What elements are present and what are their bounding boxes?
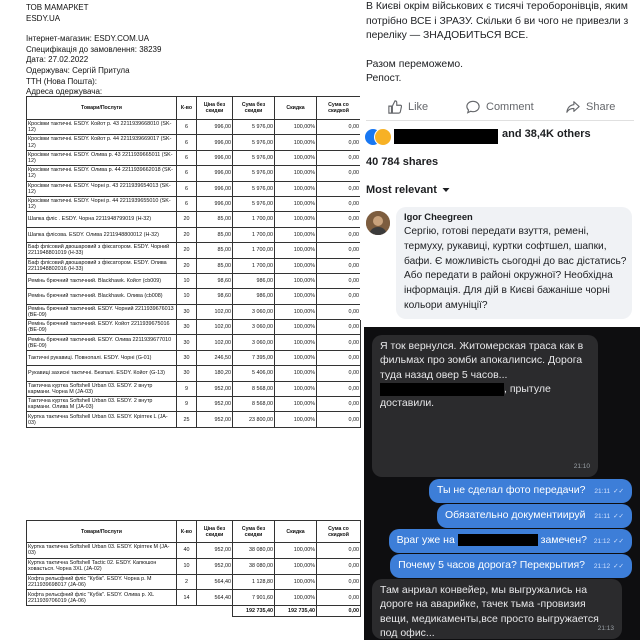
table-cell: 5 976,00 <box>233 150 275 165</box>
order-specification-document <box>0 0 360 492</box>
post-text-3: Репост. <box>366 73 402 85</box>
column-header: Сума без скидки <box>233 521 275 543</box>
table-cell: 986,00 <box>233 273 275 288</box>
table-cell: 100,00% <box>275 335 317 350</box>
table-cell: 996,00 <box>197 181 233 196</box>
like-label: Like <box>408 101 429 113</box>
column-header: К-во <box>177 521 197 543</box>
table-cell: 85,00 <box>197 258 233 273</box>
outgoing-1-time: 21:11 <box>594 488 611 495</box>
table-cell: 30 <box>177 335 197 350</box>
shares-count[interactable]: 40 784 shares <box>366 156 439 168</box>
table-cell: 6 <box>177 135 197 150</box>
column-header: К-во <box>177 97 197 120</box>
table-cell: 10 <box>177 558 197 574</box>
share-arrow-icon <box>566 100 580 114</box>
comment-sort-dropdown[interactable] <box>366 184 451 196</box>
total-with-discount: 0,00 <box>317 606 361 617</box>
table-cell: 952,00 <box>197 543 233 559</box>
table-cell: 564,40 <box>197 574 233 590</box>
outgoing-message-3 <box>389 529 632 553</box>
table-cell: Куртка тактична Softshell Tactic 02. ESDY. Капюшон ховається. Чорна 3XL (JA-02) <box>27 558 177 574</box>
table-cell: 30 <box>177 350 197 365</box>
table-row <box>27 181 361 196</box>
outgoing-2-time: 21:11 <box>594 513 611 520</box>
share-button[interactable] <box>566 100 615 114</box>
table-cell: 1 700,00 <box>233 212 275 227</box>
table-cell: 952,00 <box>197 397 233 412</box>
table-cell: 25 <box>177 412 197 427</box>
table-cell: 6 <box>177 150 197 165</box>
table-cell: 6 <box>177 120 197 135</box>
like-button[interactable] <box>388 100 428 114</box>
table-cell: 246,50 <box>197 350 233 365</box>
address-line: Адреса одержувача: <box>26 87 103 97</box>
table-cell: 3 060,00 <box>233 304 275 319</box>
table-cell: 30 <box>177 304 197 319</box>
reaction-summary[interactable] <box>364 126 640 146</box>
table-row <box>27 412 361 427</box>
outgoing-message-3-text-a: Враг уже на <box>396 534 455 546</box>
table-cell: Кофта рельєфний фліс "Кубік". ESDY. Олива р. XL 2211939706019 (JA-06) <box>27 590 177 606</box>
table-cell: 23 800,00 <box>233 412 275 427</box>
table-cell: 100,00% <box>275 366 317 381</box>
table-cell: 100,00% <box>275 196 317 211</box>
post-text-2: Разом переможемо. <box>366 58 464 70</box>
table-cell: 0,00 <box>317 381 361 396</box>
table-cell: 996,00 <box>197 135 233 150</box>
table-cell: 3 060,00 <box>233 335 275 350</box>
column-header: Товари/Послуги <box>27 521 177 543</box>
table-cell: 0,00 <box>317 320 361 335</box>
table-cell: 102,00 <box>197 304 233 319</box>
document-header <box>26 3 356 98</box>
chat-screenshot <box>364 327 640 640</box>
comment-label: Comment <box>486 101 534 113</box>
table-cell: 0,00 <box>317 166 361 181</box>
table-cell: 8 568,00 <box>233 381 275 396</box>
items-table-continued <box>26 520 361 617</box>
table-cell: Тактичні рукавиці. Повнопалі. ESDY. Чорні (G-01) <box>27 350 177 365</box>
table-cell: 0,00 <box>317 574 361 590</box>
column-header: Сума без скидки <box>233 97 275 120</box>
table-cell: 0,00 <box>317 120 361 135</box>
table-cell: 100,00% <box>275 120 317 135</box>
actions-divider <box>366 120 634 121</box>
table-cell: 996,00 <box>197 120 233 135</box>
table-cell: 100,00% <box>275 227 317 242</box>
read-check-icon: ✓✓ <box>613 513 624 520</box>
table-cell: 0,00 <box>317 590 361 606</box>
table-cell: 996,00 <box>197 150 233 165</box>
table-cell: Тактична куртка Softshell Urban 03. ESDY. 2 внутр кармани. Олива M (JA-03) <box>27 397 177 412</box>
thumbs-up-icon <box>388 100 402 114</box>
table-cell: 102,00 <box>197 335 233 350</box>
table-cell: 98,60 <box>197 273 233 288</box>
redacted-names <box>394 129 498 144</box>
commenter-avatar[interactable] <box>366 211 390 235</box>
table-cell: 20 <box>177 212 197 227</box>
incoming-message-1-text: Я ток вернулся. Житомерская траса как в фильмах про зомби апокалипсис. Дорога туда назад овер 5 часов... <box>380 340 584 381</box>
read-check-icon: ✓✓ <box>613 563 624 570</box>
table-row <box>27 320 361 335</box>
post-actions <box>360 96 640 120</box>
outgoing-message-1 <box>429 479 632 503</box>
table-row <box>27 135 361 150</box>
table-row <box>27 227 361 242</box>
table-row <box>27 590 361 606</box>
table-cell: 100,00% <box>275 574 317 590</box>
table-cell: 102,00 <box>197 320 233 335</box>
table-cell: 38 080,00 <box>233 558 275 574</box>
table-cell: Ремінь брючний тактичний. ESDY. Олива 2211939677010 (BE-09) <box>27 335 177 350</box>
table-cell: 952,00 <box>197 381 233 396</box>
date-line: Дата: 27.02.2022 <box>26 55 89 65</box>
table-cell: Ремінь брючний тактичний. ESDY. Койот 2211939675016 (BE-09) <box>27 320 177 335</box>
table-row <box>27 196 361 211</box>
table-cell: 85,00 <box>197 212 233 227</box>
table-cell: 20 <box>177 258 197 273</box>
read-check-icon: ✓✓ <box>613 538 624 545</box>
table-row <box>27 366 361 381</box>
ttn-line: ТТН (Нова Пошта): <box>26 76 98 86</box>
reactions-count: and 38,4K others <box>502 128 591 140</box>
table-cell: 10 <box>177 289 197 304</box>
table-cell: 5 976,00 <box>233 196 275 211</box>
table-cell: 0,00 <box>317 350 361 365</box>
table-cell: 100,00% <box>275 181 317 196</box>
incoming-message-2 <box>372 579 622 639</box>
company-site: ESDY.UA <box>26 13 61 23</box>
table-cell: Кросівки тактичні. ESDY. Чорні р. 44 2211939655010 (SK-12) <box>27 196 177 211</box>
outgoing-message-1-text: Ты не сделал фото передачи? <box>437 484 586 496</box>
table-cell: Кросівки тактичні. ESDY. Койот р. 43 2211939668010 (SK-12) <box>27 120 177 135</box>
table-row <box>27 273 361 288</box>
table-cell: 5 976,00 <box>233 181 275 196</box>
comment-author[interactable]: Igor Cheegreen <box>404 211 473 222</box>
table-row <box>27 166 361 181</box>
table-cell: 100,00% <box>275 350 317 365</box>
message-1-time: 21:10 <box>573 462 590 470</box>
table-cell: 100,00% <box>275 135 317 150</box>
table-cell: 6 <box>177 166 197 181</box>
table-cell: 100,00% <box>275 320 317 335</box>
table-row <box>27 120 361 135</box>
message-2-time: 21:13 <box>597 624 614 632</box>
chevron-down-icon <box>441 185 451 195</box>
outgoing-message-3-text-b: замечен? <box>540 534 587 546</box>
table-cell: 98,60 <box>197 289 233 304</box>
table-cell: Баф флісовий двошаровий з фіксатором. ESDY. Чорний 2211948801019 (Н-33) <box>27 243 177 258</box>
incoming-message-1-end: доставили. <box>380 397 435 410</box>
table-cell: 0,00 <box>317 227 361 242</box>
table-cell: 100,00% <box>275 273 317 288</box>
read-check-icon: ✓✓ <box>613 488 624 495</box>
table-cell: 5 976,00 <box>233 166 275 181</box>
table-cell: 6 <box>177 181 197 196</box>
table-row <box>27 335 361 350</box>
column-header: Ціна без скидки <box>197 97 233 120</box>
table-cell: 2 <box>177 574 197 590</box>
table-cell: 20 <box>177 227 197 242</box>
table-cell: Ремінь брючний тактичний. Blackhawk. Койот (cb009) <box>27 273 177 288</box>
outgoing-message-4 <box>390 554 632 578</box>
table-cell: 0,00 <box>317 273 361 288</box>
table-cell: 0,00 <box>317 196 361 211</box>
table-row <box>27 574 361 590</box>
share-label: Share <box>586 101 616 113</box>
spec-line: Специфікація до замовлення: 38239 <box>26 44 162 54</box>
table-row <box>27 558 361 574</box>
table-row <box>27 289 361 304</box>
table-row <box>27 397 361 412</box>
table-cell: Кросівки тактичні. ESDY. Койот р. 44 2211939669017 (SK-12) <box>27 135 177 150</box>
table-cell: Кросівки тактичні. ESDY. Олива р. 44 2211939662018 (SK-12) <box>27 166 177 181</box>
table-cell: Шапка флісова. ESDY. Олива 2211948800012 (H-32) <box>27 227 177 242</box>
table-cell: 100,00% <box>275 543 317 559</box>
table-cell: 996,00 <box>197 196 233 211</box>
table-cell: Кросівки тактичні. ESDY. Чорні р. 43 2211939654013 (SK-12) <box>27 181 177 196</box>
incoming-message-1 <box>372 335 598 477</box>
table-cell: 0,00 <box>317 412 361 427</box>
table-cell: Кофта рельєфний фліс "Кубік". ESDY. Чорна р. M 2211939698017 (JA-06) <box>27 574 177 590</box>
table-row <box>27 350 361 365</box>
table-cell: 20 <box>177 243 197 258</box>
outgoing-3-time: 21:12 <box>593 538 611 545</box>
items-table <box>26 96 361 428</box>
outgoing-message-4-text: Почему 5 часов дорога? Перекрытия? <box>398 559 585 571</box>
table-cell: 952,00 <box>197 412 233 427</box>
table-cell: 0,00 <box>317 258 361 273</box>
table-cell: 9 <box>177 381 197 396</box>
comment-button[interactable] <box>466 100 534 114</box>
table-cell: 100,00% <box>275 558 317 574</box>
table-cell: 30 <box>177 320 197 335</box>
table-cell: 85,00 <box>197 243 233 258</box>
column-header: Товари/Послуги <box>27 97 177 120</box>
table-row <box>27 243 361 258</box>
table-cell: Ремінь брючний тактичний. ESDY. Чорний 2211939676013 (BE-09) <box>27 304 177 319</box>
redacted-text <box>380 383 504 396</box>
recipient-line: Одержувач: Сергій Притула <box>26 65 130 75</box>
table-cell: 100,00% <box>275 304 317 319</box>
table-cell: 1 700,00 <box>233 258 275 273</box>
table-cell: Шапка фліс . ESDY. Чорна 2211948799019 (H-32) <box>27 212 177 227</box>
table-cell: Тактична куртка Softshell Urban 03. ESDY. 2 внутр кармани. Чорна M (JA-03) <box>27 381 177 396</box>
table-cell: Куртка тактична Softshell Urban 03. ESDY. Кріптек M (JA-03) <box>27 543 177 559</box>
redacted-location <box>458 534 538 546</box>
table-cell: 5 406,00 <box>233 366 275 381</box>
column-header: Скидка <box>275 97 317 120</box>
table-cell: 9 <box>177 397 197 412</box>
table-cell: 85,00 <box>197 227 233 242</box>
comment-icon <box>466 100 480 114</box>
table-cell: 100,00% <box>275 258 317 273</box>
table-cell: 3 060,00 <box>233 320 275 335</box>
post-body <box>366 0 636 87</box>
table-cell: 1 128,80 <box>233 574 275 590</box>
table-cell: 100,00% <box>275 166 317 181</box>
table-cell: 0,00 <box>317 150 361 165</box>
person-photo-icon <box>366 211 390 235</box>
table-cell: Куртка тактична Softshell Urban 03. ESDY. Кріптек L (JA-03) <box>27 412 177 427</box>
company-name: ТОВ МАМАРКЕТ <box>26 3 89 12</box>
table-cell: 5 976,00 <box>233 120 275 135</box>
post-text: В Києві окрім військових є тисячі тероборонівців, яким потрібно ВСЕ і ЗРАЗУ. Скільки б ви чого не привезли з переліку — ЗНАДОБИТЬСЯ ВСЕ. <box>366 1 629 42</box>
table-cell: 0,00 <box>317 335 361 350</box>
table-cell: 100,00% <box>275 412 317 427</box>
table-cell: 38 080,00 <box>233 543 275 559</box>
table-row <box>27 212 361 227</box>
table-cell: 952,00 <box>197 558 233 574</box>
table-cell: 100,00% <box>275 243 317 258</box>
table-cell: 30 <box>177 366 197 381</box>
table-cell: 1 700,00 <box>233 227 275 242</box>
table-row <box>27 543 361 559</box>
table-row <box>27 258 361 273</box>
column-header: Ціна без скидки <box>197 521 233 543</box>
table-cell: 996,00 <box>197 166 233 181</box>
table-cell: Рукавиці захисні тактичні. Безпалі. ESDY. Койот (G-13) <box>27 366 177 381</box>
table-cell: Ремінь брючний тактичний. Blackhawk. Олива (cb008) <box>27 289 177 304</box>
table-cell: 7 901,60 <box>233 590 275 606</box>
table-cell: 7 395,00 <box>233 350 275 365</box>
column-header: Сума со скидкой <box>317 97 361 120</box>
table-cell: 0,00 <box>317 243 361 258</box>
table-row <box>27 150 361 165</box>
column-header: Сума со скидкой <box>317 521 361 543</box>
outgoing-4-time: 21:12 <box>593 563 611 570</box>
table-cell: 0,00 <box>317 558 361 574</box>
table-cell: 0,00 <box>317 135 361 150</box>
table-cell: 0,00 <box>317 543 361 559</box>
outgoing-message-2 <box>437 504 632 528</box>
column-header: Скидка <box>275 521 317 543</box>
table-cell: 100,00% <box>275 381 317 396</box>
table-cell: 100,00% <box>275 150 317 165</box>
total-discount: 192 735,40 <box>275 606 317 617</box>
store-line: Інтернет-магазин: ESDY.COM.UA <box>26 34 150 44</box>
table-cell: 10 <box>177 273 197 288</box>
table-cell: 14 <box>177 590 197 606</box>
facebook-post <box>360 0 640 320</box>
table-cell: 100,00% <box>275 397 317 412</box>
table-cell: 100,00% <box>275 590 317 606</box>
table-cell: Кросівки тактичні. ESDY. Олива р. 43 2211939665011 (SK-12) <box>27 150 177 165</box>
comment-text: Сергію, готові передати взуття, ремені, термуху, рукавиці, куртки софтшел, шапки, бафи. Є можливість сьогодні до вас дістатись? Або передати в районі окружної? Необхідна інформація. Для дій в Києві бажаніше чорні кольори амуніції? <box>404 226 627 311</box>
table-cell: 0,00 <box>317 289 361 304</box>
table-cell: 8 568,00 <box>233 397 275 412</box>
table-cell: 100,00% <box>275 212 317 227</box>
incoming-message-2-text: Там анриал конвейер, мы выгружались на дороге на аварийке, тачек тьма -провизия вещи, медикаменты,все просто выгружается под офис... <box>380 584 599 639</box>
table-cell: 0,00 <box>317 304 361 319</box>
table-cell: 6 <box>177 196 197 211</box>
table-row <box>27 304 361 319</box>
incoming-message-1-suffix: , прытуле <box>504 382 551 395</box>
comment-bubble <box>396 207 632 319</box>
table-cell: 180,20 <box>197 366 233 381</box>
table-cell: 1 700,00 <box>233 243 275 258</box>
table-cell: 0,00 <box>317 212 361 227</box>
table-cell: 40 <box>177 543 197 559</box>
table-cell: 0,00 <box>317 397 361 412</box>
table-cell: 564,40 <box>197 590 233 606</box>
table-cell: 100,00% <box>275 289 317 304</box>
outgoing-message-2-text: Обязательно документиируй <box>445 509 586 521</box>
table-cell: 0,00 <box>317 181 361 196</box>
table-row <box>27 381 361 396</box>
table-cell: 5 976,00 <box>233 135 275 150</box>
table-cell: 0,00 <box>317 366 361 381</box>
table-cell: 986,00 <box>233 289 275 304</box>
table-cell: Баф флісовий двошаровий з фіксатором. ESDY. Олива 2211948802016 (Н-33) <box>27 258 177 273</box>
sort-label: Most relevant <box>366 184 437 196</box>
care-reaction-icon <box>374 128 392 146</box>
total-without-discount: 192 735,40 <box>233 606 275 617</box>
